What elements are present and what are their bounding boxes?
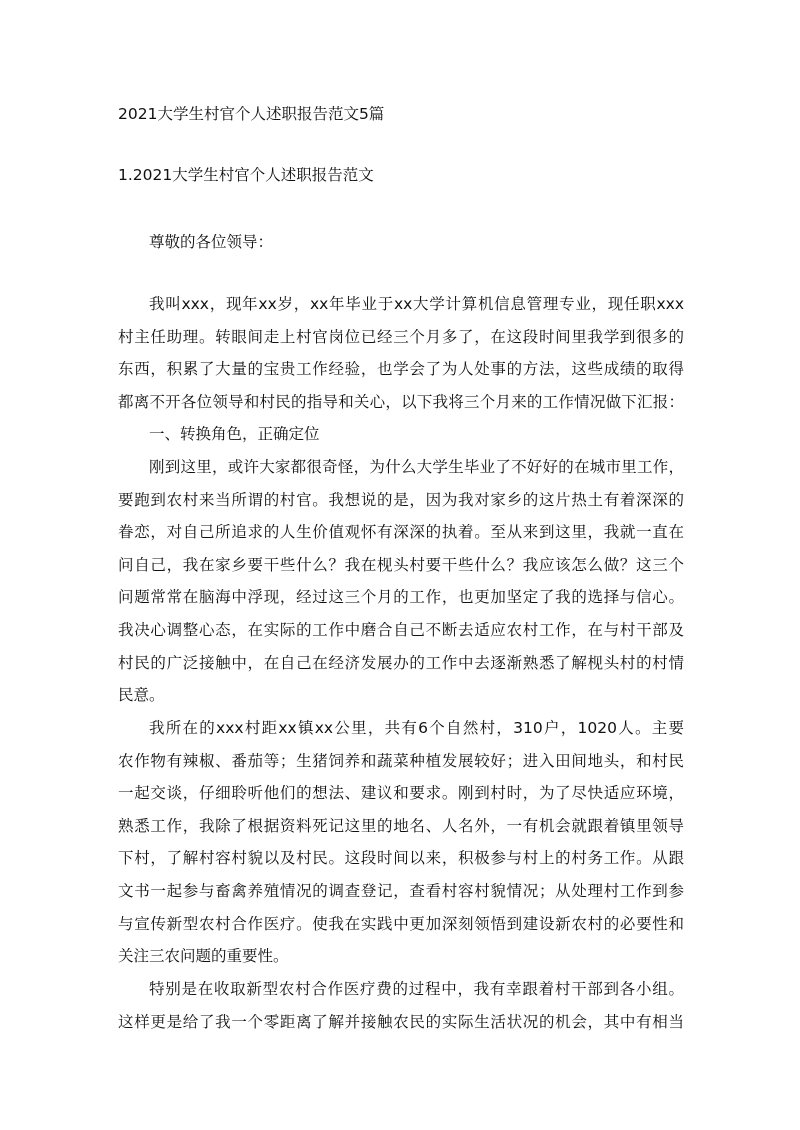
salutation: 尊敬的各位领导： bbox=[149, 233, 274, 251]
text-line: 这样更是给了我一个零距离了解并接触农民的实际生活状况的机会，其中有相当 bbox=[118, 1012, 684, 1031]
text-line: 刚到这里，或许大家都很奇怪，为什么大学生毕业了不好好的在城市里工作， bbox=[149, 458, 684, 476]
section-title: 1.2021大学生村官个人述职报告范文 bbox=[118, 166, 374, 184]
text-line: 与宣传新型农村合作医疗。使我在实践中更加深刻领悟到建设新农村的必要性和 bbox=[118, 914, 684, 933]
paragraph-medical-insurance bbox=[118, 973, 684, 1038]
paragraph-introduction bbox=[118, 288, 684, 451]
text-line: 我所在的xxx村距xx镇xx公里，共有6个自然村，310户，1020人。主要 bbox=[149, 719, 684, 737]
text-line: 我决心调整心态，在实际的工作中磨合自己不断去适应农村工作，在与村干部及 bbox=[118, 620, 684, 639]
paragraph-role-change bbox=[118, 451, 684, 712]
text-line: 东西，积累了大量的宝贵工作经验，也学会了为人处事的方法，这些成绩的取得 bbox=[118, 360, 684, 379]
text-line: 关注三农问题的重要性。 bbox=[118, 947, 289, 966]
text-line: 民意。 bbox=[118, 686, 165, 705]
text-line: 农作物有辣椒、番茄等；生猪饲养和蔬菜种植发展较好；进入田间地头，和村民 bbox=[118, 751, 684, 770]
text-line: 眷恋，对自己所追求的人生价值观怀有深深的执着。至从来到这里，我就一直在 bbox=[118, 523, 684, 542]
text-line: 特别是在收取新型农村合作医疗费的过程中，我有幸跟着村干部到各小组。 bbox=[149, 980, 684, 998]
text-line: 要跑到农村来当所谓的村官。我想说的是，因为我对家乡的这片热土有着深深的 bbox=[118, 490, 684, 509]
text-line: 问题常常在脑海中浮现，经过这三个月的工作，也更加坚定了我的选择与信心。 bbox=[118, 588, 684, 607]
text-line: 文书一起参与畜禽养殖情况的调查登记，查看村容村貌情况；从处理村工作到参 bbox=[118, 881, 684, 900]
text-line: 下村，了解村容村貌以及村民。这段时间以来，积极参与村上的村务工作。从跟 bbox=[118, 849, 684, 868]
text-line: 一起交谈，仔细聆听他们的想法、建议和要求。刚到村时，为了尽快适应环境， bbox=[118, 784, 684, 803]
document-title: 2021大学生村官个人述职报告范文5篇 bbox=[118, 105, 385, 123]
paragraph-village-info bbox=[118, 712, 684, 973]
section-heading: 一、转换角色，正确定位 bbox=[149, 425, 320, 444]
text-line: 村民的广泛接触中，在自己在经济发展办的工作中去逐渐熟悉了解枧头村的村情 bbox=[118, 653, 684, 672]
text-line: 我叫xxx，现年xx岁，xx年毕业于xx大学计算机信息管理专业，现任职xxx bbox=[149, 295, 684, 313]
text-line: 村主任助理。转眼间走上村官岗位已经三个月多了，在这段时间里我学到很多的 bbox=[118, 327, 684, 346]
text-line: 问自己，我在家乡要干些什么？我在枧头村要干些什么？我应该怎么做？这三个 bbox=[118, 555, 684, 574]
text-line: 都离不开各位领导和村民的指导和关心，以下我将三个月来的工作情况做下汇报： bbox=[118, 392, 684, 411]
text-line: 熟悉工作，我除了根据资料死记这里的地名、人名外，一有机会就跟着镇里领导 bbox=[118, 816, 684, 835]
